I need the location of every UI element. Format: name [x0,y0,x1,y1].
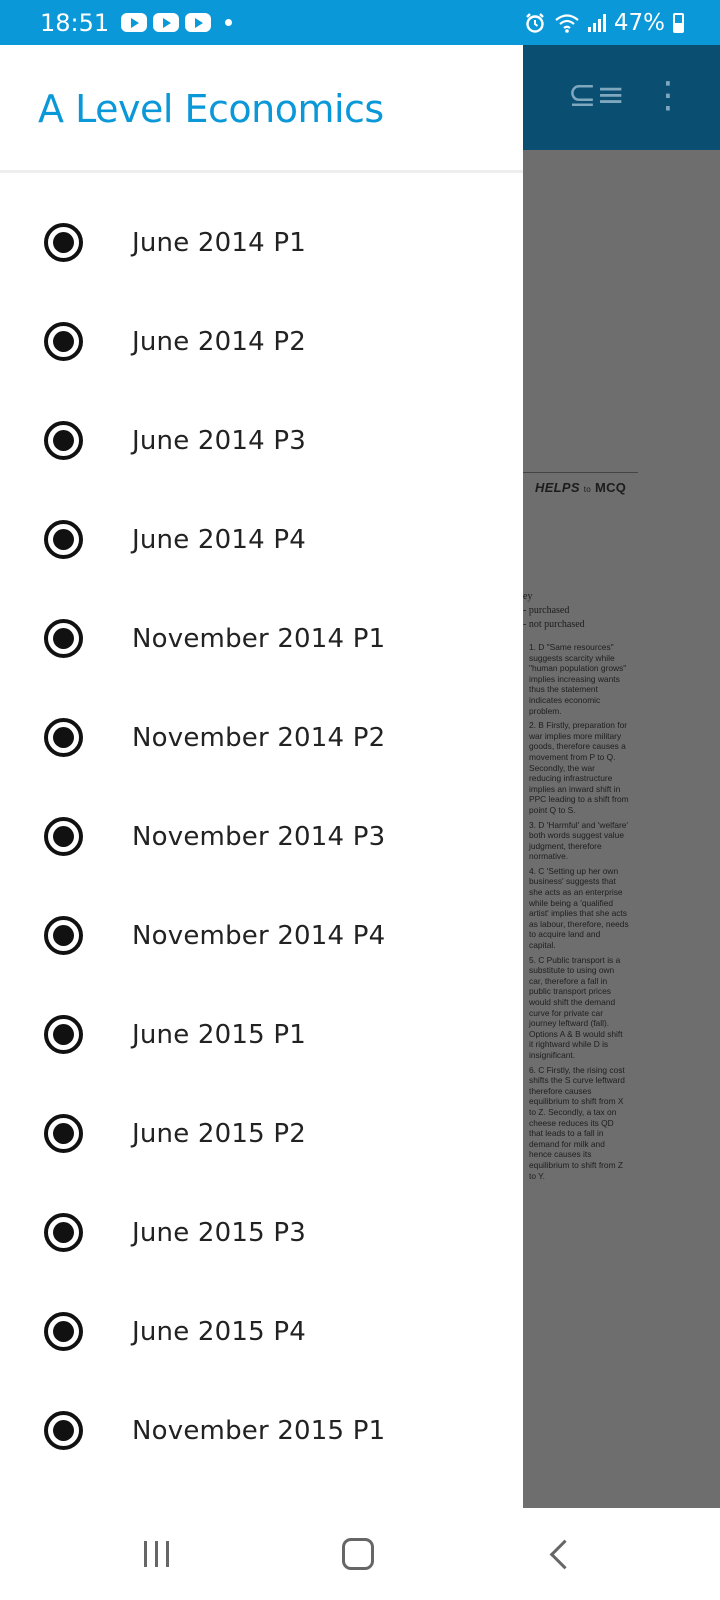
drawer-item-label: November 2014 P4 [132,920,386,951]
more-notifications-dot-icon [225,19,232,26]
drawer-item-label: June 2015 P2 [132,1118,306,1149]
signal-icon [588,14,606,32]
answer-text: 5. C Public transport is a substitute to using own car, therefore a fall in public transport prices would shift the demand curve for private car journey leftward (fall). Options A & B would shift it rightward while D is insignificant. [529,954,623,1060]
drawer-item-label: June 2015 P4 [132,1316,306,1347]
system-nav-bar [0,1508,720,1600]
drawer-item-june-2015-p1[interactable] [0,985,523,1084]
drawer-item-june-2014-p1[interactable] [0,193,523,292]
drawer-item-june-2014-p4[interactable] [0,490,523,589]
radio-button-checked-icon [44,223,83,262]
radio-button-checked-icon [44,1312,83,1351]
answer-text: 1. D "Same resources" suggests scarcity while "human population grows" implies increasing wants thus the statement indicates economic problem. [529,642,627,716]
document-page [523,150,720,1508]
drawer-list [0,193,523,1480]
drawer-item-label: November 2014 P2 [132,722,386,753]
status-time: 18:51 [40,8,110,37]
radio-button-checked-icon [44,817,83,856]
drawer-item-label: June 2014 P1 [132,227,306,258]
doc-divider [523,472,638,473]
drawer-item-june-2015-p4[interactable] [0,1282,523,1381]
alarm-icon [524,12,546,34]
drawer-item-november-2014-p1[interactable] [0,589,523,688]
drawer-item-november-2014-p2[interactable] [0,688,523,787]
answer-text: 6. C Firstly, the rising cost shifts the S curve leftward therefore causes equilibrium to shift from X to Z. Secondly, a tax on cheese reduces its QD that leads to a fall in demand for milk and hence causes its equilibrium to shift from Z to Y. [529,1064,625,1181]
drawer-item-june-2014-p3[interactable] [0,391,523,490]
drawer-item-label: November 2014 P3 [132,821,386,852]
drawer-item-june-2014-p2[interactable] [0,292,523,391]
answer-text: 4. C 'Setting up her own business' suggests that she acts as an enterprise while being a 'qualified artist' implies that she acts as labour, therefore, needs to acquire land and capital. [529,865,629,951]
back-icon[interactable] [500,1508,620,1600]
battery-percent: 47% [613,9,665,36]
doc-legend: ey - purchased - not purchased [523,591,585,630]
drawer-item-label: June 2014 P2 [132,326,306,357]
status-right [524,10,684,36]
radio-button-checked-icon [44,421,83,460]
more-vert-icon[interactable]: ⋮ [650,75,686,116]
youtube-icon [153,13,179,32]
drawer-item-label: November 2014 P1 [132,623,386,654]
radio-button-checked-icon [44,520,83,559]
radio-button-checked-icon [44,1114,83,1153]
drawer-item-june-2015-p2[interactable] [0,1084,523,1183]
notification-icons [121,13,211,32]
radio-button-checked-icon [44,1015,83,1054]
radio-button-checked-icon [44,718,83,757]
table-of-contents-icon[interactable]: ⊆≡ [568,75,625,115]
drawer-item-label: June 2015 P3 [132,1217,306,1248]
doc-header: HELPS to MCQ [535,480,627,495]
radio-button-checked-icon [44,916,83,955]
youtube-icon [121,13,147,32]
answer-text: 2. B Firstly, preparation for war implies more military goods, therefore causes a movement from P to Q. Secondly, the war reducing infrastructure implies an inward shift in PPC leading to a shift from point Q to S. [529,720,629,815]
drawer-item-november-2015-p1[interactable] [0,1381,523,1480]
radio-button-checked-icon [44,619,83,658]
answer-text: 3. D 'Harmful' and 'welfare' both words suggest value judgment, therefore normative. [529,819,629,862]
drawer-item-label: June 2014 P3 [132,425,306,456]
drawer-item-label: June 2015 P1 [132,1019,306,1050]
navigation-drawer [0,45,523,1508]
radio-button-checked-icon [44,322,83,361]
wifi-icon [554,13,580,33]
drawer-item-june-2015-p3[interactable] [0,1183,523,1282]
drawer-item-november-2014-p4[interactable] [0,886,523,985]
battery-icon [673,13,684,33]
radio-button-checked-icon [44,1213,83,1252]
drawer-title: A Level Economics [38,87,384,131]
doc-answers [529,642,629,1185]
drawer-header [0,45,523,173]
recents-icon[interactable] [96,1508,216,1600]
drawer-item-label: November 2015 P1 [132,1415,386,1446]
youtube-icon [185,13,211,32]
radio-button-checked-icon [44,1411,83,1450]
home-icon[interactable] [298,1508,418,1600]
status-bar [0,0,720,45]
drawer-item-november-2014-p3[interactable] [0,787,523,886]
drawer-item-label: June 2014 P4 [132,524,306,555]
